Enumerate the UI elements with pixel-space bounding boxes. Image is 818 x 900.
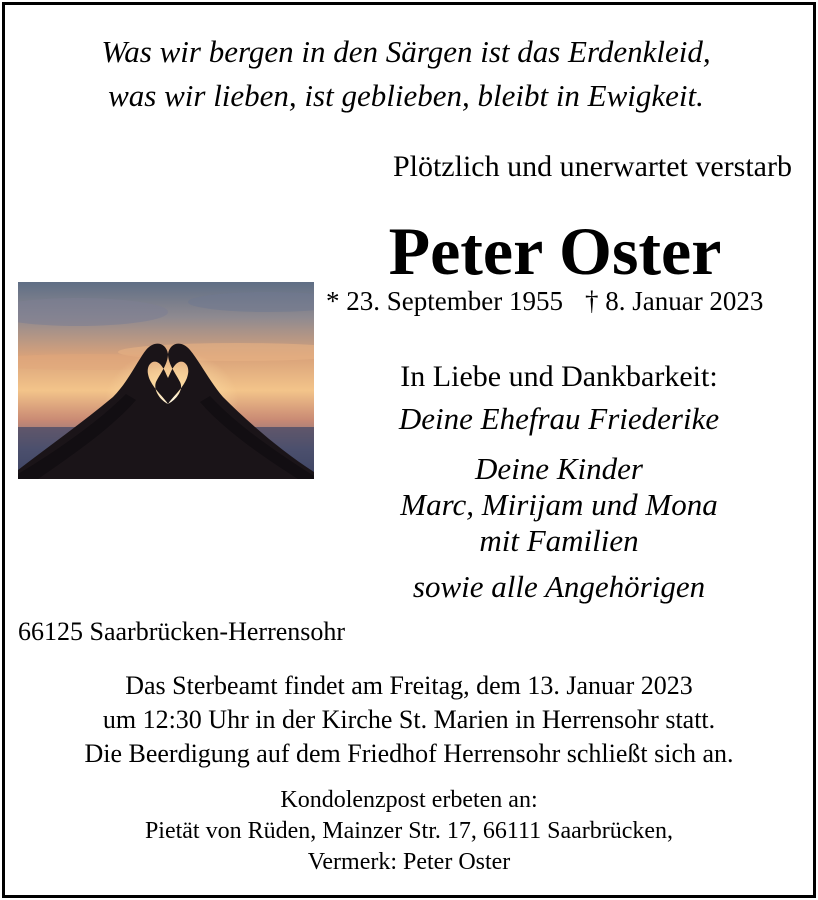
spouse-line: Deine Ehefrau Friederike [398,401,720,436]
children-names: Marc, Mirijam und Mona [400,487,718,522]
death-date: † 8. Januar 2023 [584,286,764,316]
condolence-line-1: Kondolenzpost erbeten an: [280,787,538,813]
children-suffix: mit Familien [479,523,639,558]
heart-hands-sunset-photo [18,282,314,479]
quote-line-1: Was wir bergen in den Särgen ist das Erdenkleid, [101,34,711,69]
condolence-info [0,785,818,878]
intro-text: Plötzlich und unerwartet verstarb [392,150,792,183]
service-line-3: Die Beerdigung auf dem Friedhof Herrensohr schließt sich an. [84,739,734,768]
relatives-line: sowie alle Angehörigen [412,569,706,604]
thanks-heading: In Liebe und Dankbarkeit: [400,360,718,393]
service-line-2: um 12:30 Uhr in der Kirche St. Marien in Herrensohr statt. [102,705,716,734]
birth-date: * 23. September 1955 [326,286,563,316]
service-line-1: Das Sterbeamt findet am Freitag, dem 13. Januar 2023 [125,671,693,700]
condolence-line-3: Vermerk: Peter Oster [307,849,511,875]
memorial-quote [0,30,812,118]
quote-line-2: was wir lieben, ist geblieben, bleibt in Ewigkeit. [108,78,704,113]
condolence-line-2: Pietät von Rüden, Mainzer Str. 17, 66111 Saarbrücken, [144,818,674,844]
life-dates [326,286,763,317]
children-label: Deine Kinder [475,451,643,486]
deceased-name: Peter Oster [388,213,722,289]
service-info [0,669,818,771]
residence-location: 66125 Saarbrücken-Herrensohr [18,617,346,646]
